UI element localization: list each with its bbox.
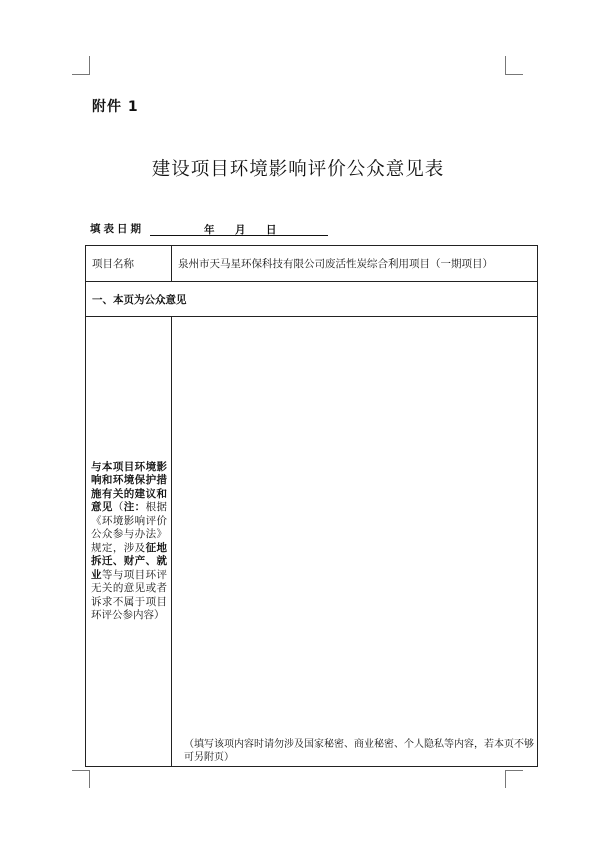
opinion-label xyxy=(86,317,172,767)
opinion-note-emphasis: 征地拆迁、财产、就业 xyxy=(91,541,168,581)
section-one-row xyxy=(86,282,538,317)
opinion-note-text-1: 根据《环境影响评价公众参与办法》规定，涉及 xyxy=(91,501,168,554)
opinion-note-text-2: 等与项目环评无关的意见或者诉求不属于项目环评公参内容） xyxy=(91,568,168,621)
project-name-value: 泉州市天马星环保科技有限公司废活性炭综合利用项目（一期项目） xyxy=(172,246,538,282)
attachment-label: 附件 1 xyxy=(92,99,139,115)
opinion-note-prefix: 注： xyxy=(123,501,146,513)
opinion-note-open: （ xyxy=(112,501,124,513)
fill-date-row xyxy=(90,221,328,236)
opinion-input-area[interactable] xyxy=(172,317,538,767)
fill-date-label: 填表日期 xyxy=(90,223,144,235)
opinion-label-title: 与本项目环境影响和环境保护措施有关的建议和意见 xyxy=(91,460,167,513)
opinion-row xyxy=(86,317,538,767)
opinion-form-table xyxy=(85,245,538,767)
fill-date-year: 年 xyxy=(204,224,215,236)
project-name-row xyxy=(86,246,538,282)
fill-date-month: 月 xyxy=(235,224,246,236)
opinion-bottom-note: （填写该项内容时请勿涉及国家秘密、商业秘密、个人隐私等内容，若本页不够可另附页） xyxy=(184,739,534,763)
page-title: 建设项目环境影响评价公众意见表 xyxy=(151,159,445,180)
fill-date-day: 日 xyxy=(266,224,277,236)
project-name-label: 项目名称 xyxy=(86,246,172,282)
fill-date-field[interactable] xyxy=(150,222,328,236)
section-one-heading: 一、本页为公众意见 xyxy=(86,282,538,317)
